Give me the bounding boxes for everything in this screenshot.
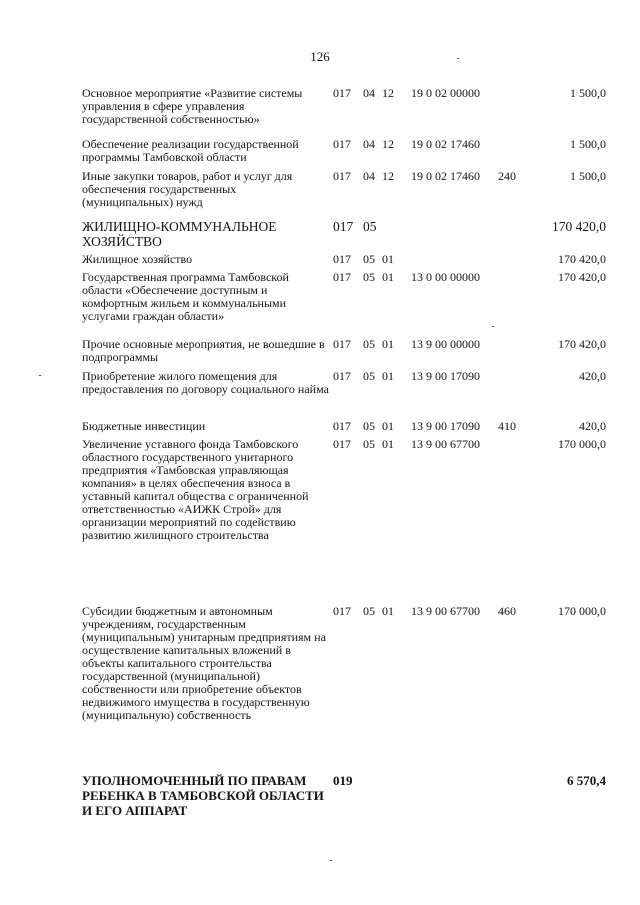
cell-target: 13 9 00 67700	[411, 437, 480, 451]
cell-target: 19 0 02 17460	[411, 137, 480, 151]
cell-amount: 170 420,0	[558, 270, 606, 284]
cell-section: 05	[363, 337, 375, 351]
cell-vr: 460	[498, 604, 516, 618]
cell-amount: 1 500,0	[570, 86, 606, 100]
cell-ministry: 017	[333, 270, 351, 284]
cell-amount: 6 570,4	[567, 773, 606, 788]
cell-section: 05	[363, 604, 375, 618]
cell-ministry: 017	[333, 169, 351, 183]
cell-ministry: 017	[333, 137, 351, 151]
cell-amount: 170 420,0	[558, 337, 606, 351]
cell-section: 05	[363, 270, 375, 284]
cell-subsection: 01	[382, 419, 394, 433]
cell-subsection: 01	[382, 604, 394, 618]
cell-section: 05	[363, 437, 375, 451]
cell-amount: 170 000,0	[558, 604, 606, 618]
cell-ministry: 017	[333, 437, 351, 451]
cell-name: УПОЛНОМОЧЕННЫЙ ПО ПРАВАМ РЕБЕНКА В ТАМБОВСКОЙ ОБЛАСТИ И ЕГО АППАРАТ	[82, 773, 324, 818]
cell-section: 04	[363, 169, 375, 183]
cell-subsection: 01	[382, 369, 394, 383]
cell-subsection: 01	[382, 337, 394, 351]
cell-ministry: 019	[333, 773, 353, 788]
cell-section: 04	[363, 137, 375, 151]
cell-amount: 1 500,0	[570, 169, 606, 183]
cell-name: Прочие основные мероприятия, не вошедшие в подпрограммы	[82, 337, 325, 364]
cell-target: 13 0 00 00000	[411, 270, 480, 284]
cell-amount: 170 420,0	[552, 219, 606, 234]
cell-amount: 170 420,0	[558, 252, 606, 266]
cell-subsection: 01	[382, 252, 394, 266]
cell-subsection: 12	[382, 86, 394, 100]
cell-amount: 420,0	[579, 419, 606, 433]
cell-ministry: 017	[333, 337, 351, 351]
cell-target: 13 9 00 00000	[411, 337, 480, 351]
cell-name: Обеспечение реализации государственной программы Тамбовской области	[82, 137, 299, 164]
cell-section: 05	[363, 219, 377, 234]
cell-subsection: 01	[382, 437, 394, 451]
page-number: 126	[310, 49, 330, 64]
cell-ministry: 017	[333, 219, 354, 234]
scan-speck	[457, 58, 459, 59]
cell-target: 19 0 02 00000	[411, 86, 480, 100]
cell-subsection: 01	[382, 270, 394, 284]
cell-target: 19 0 02 17460	[411, 169, 480, 183]
cell-vr: 240	[498, 169, 516, 183]
cell-amount: 170 000,0	[558, 437, 606, 451]
cell-name: Увеличение уставного фонда Тамбовского областного государственного унитарного предприятия «Тамбовская управляющая компания» в целях обеспечения взноса в уставный капитал общества с ограниченной ответственностью «АИЖК Строй» для организации мероприятий по содействию развитию жилищного строительства	[82, 437, 309, 542]
scan-speck	[39, 375, 41, 376]
cell-name: Основное мероприятие «Развитие системы управления в сфере управления государственной собственностью»	[82, 86, 303, 126]
cell-ministry: 017	[333, 86, 351, 100]
cell-name: Иные закупки товаров, работ и услуг для обеспечения государственных (муниципальных) нужд	[82, 169, 293, 209]
cell-amount: 1 500,0	[570, 137, 606, 151]
cell-amount: 420,0	[579, 369, 606, 383]
cell-name: Жилищное хозяйство	[82, 252, 193, 266]
cell-ministry: 017	[333, 604, 351, 618]
cell-target: 13 9 00 17090	[411, 419, 480, 433]
cell-subsection: 12	[382, 169, 394, 183]
cell-target: 13 9 00 67700	[411, 604, 480, 618]
scan-speck	[330, 860, 332, 861]
cell-ministry: 017	[333, 369, 351, 383]
cell-name: Приобретение жилого помещения для предоставления по договору социального найма	[82, 369, 329, 396]
cell-name: Государственная программа Тамбовской области «Обеспечение доступным и комфортным жильем и коммунальными услугами граждан области»	[82, 270, 289, 323]
cell-name: ЖИЛИЩНО-КОММУНАЛЬНОЕ ХОЗЯЙСТВО	[82, 219, 277, 249]
cell-section: 05	[363, 369, 375, 383]
scan-speck	[492, 326, 494, 327]
cell-vr: 410	[498, 419, 516, 433]
cell-ministry: 017	[333, 419, 351, 433]
cell-section: 04	[363, 86, 375, 100]
cell-subsection: 12	[382, 137, 394, 151]
cell-section: 05	[363, 419, 375, 433]
cell-ministry: 017	[333, 252, 351, 266]
cell-name: Бюджетные инвестиции	[82, 419, 206, 433]
cell-section: 05	[363, 252, 375, 266]
cell-name: Субсидии бюджетным и автономным учреждениям, государственным (муниципальным) унитарным предприятиям на осуществление капитальных вложений в объекты капитального строительства государственной (муниципальной) собственности или приобретение объектов недвижимого имущества в государственную (муниципальную) собственность	[82, 604, 326, 722]
cell-target: 13 9 00 17090	[411, 369, 480, 383]
